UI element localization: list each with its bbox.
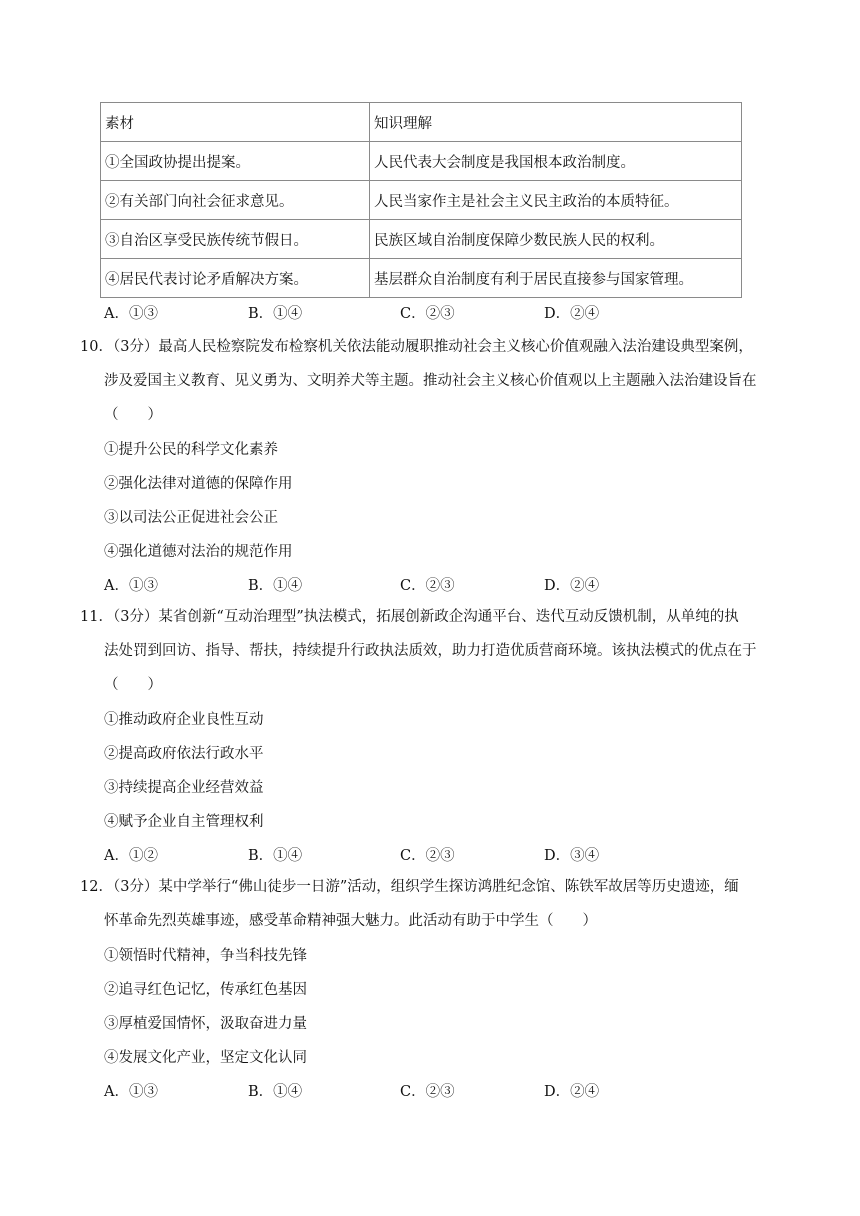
stem-line: 10．（3分）最高人民检察院发布检察机关依法能动履职推动社会主义核心价值观融入法治建设典型案例，	[80, 339, 753, 355]
table-cell: 人民当家作主是社会主义民主政治的本质特征。	[370, 181, 742, 220]
option-b[interactable]: B．①④	[248, 306, 303, 322]
table-row	[101, 181, 742, 220]
stem-line: 涉及爱国主义教育、见义勇为、文明养犬等主题。推动社会主义核心价值观以上主题融入法治建设旨在	[104, 373, 757, 389]
option-b[interactable]: B．①④	[248, 1084, 303, 1100]
table-cell: 基层群众自治制度有利于居民直接参与国家管理。	[370, 259, 742, 298]
option-a[interactable]: A．①③	[104, 306, 158, 322]
q11-item: ④赋予企业自主管理权利	[104, 814, 264, 830]
option-c[interactable]: C．②③	[400, 306, 455, 322]
option-d[interactable]: D．②④	[544, 578, 600, 594]
table-cell: 民族区域自治制度保障少数民族人民的权利。	[370, 220, 742, 259]
option-d[interactable]: D．②④	[544, 306, 600, 322]
option-d[interactable]: D．③④	[544, 848, 600, 864]
option-c[interactable]: C．②③	[400, 578, 455, 594]
stem-line: （ ）	[104, 407, 162, 423]
option-a[interactable]: A．①③	[104, 1084, 158, 1100]
q10-item: ②强化法律对道德的保障作用	[104, 476, 293, 492]
q10-item: ④强化道德对法治的规范作用	[104, 544, 293, 560]
q10-item: ③以司法公正促进社会公正	[104, 510, 278, 526]
table-cell: ①全国政协提出提案。	[101, 142, 370, 181]
table-row	[101, 259, 742, 298]
table-row	[101, 220, 742, 259]
table-cell: 人民代表大会制度是我国根本政治制度。	[370, 142, 742, 181]
stem-line: 11．（3分）某省创新“互动治理型”执法模式，拓展创新政企沟通平台、迭代互动反馈机制，从单纯的执	[80, 609, 739, 625]
question-11-stem	[80, 600, 780, 702]
question-12-stem	[80, 870, 780, 938]
stem-line: 12．（3分）某中学举行“佛山徒步一日游”活动，组织学生探访鸿胜纪念馆、陈铁军故居等历史遗迹，缅	[80, 879, 739, 895]
table-row	[101, 142, 742, 181]
q11-item: ①推动政府企业良性互动	[104, 712, 264, 728]
option-d[interactable]: D．②④	[544, 1084, 600, 1100]
q10-item: ①提升公民的科学文化素养	[104, 442, 278, 458]
stem-line: （ ）	[104, 677, 162, 693]
q12-item: ②追寻红色记忆，传承红色基因	[104, 982, 307, 998]
stem-line: 怀革命先烈英雄事迹，感受革命精神强大魅力。此活动有助于中学生（ ）	[104, 913, 597, 929]
q12-item: ④发展文化产业，坚定文化认同	[104, 1050, 307, 1066]
table-header-cell: 知识理解	[370, 103, 742, 142]
material-table	[100, 102, 742, 298]
stem-line: 法处罚到回访、指导、帮扶，持续提升行政执法质效，助力打造优质营商环境。该执法模式的优点在于	[104, 643, 757, 659]
q12-item: ③厚植爱国情怀，汲取奋进力量	[104, 1016, 307, 1032]
option-b[interactable]: B．①④	[248, 578, 303, 594]
table-cell: ④居民代表讨论矛盾解决方案。	[101, 259, 370, 298]
option-a[interactable]: A．①③	[104, 578, 158, 594]
table-header-row	[101, 103, 742, 142]
option-c[interactable]: C．②③	[400, 1084, 455, 1100]
table-header-cell: 素材	[101, 103, 370, 142]
question-10-stem	[80, 330, 780, 432]
q11-item: ②提高政府依法行政水平	[104, 746, 264, 762]
option-a[interactable]: A．①②	[104, 848, 158, 864]
option-b[interactable]: B．①④	[248, 848, 303, 864]
option-c[interactable]: C．②③	[400, 848, 455, 864]
q12-item: ①领悟时代精神，争当科技先锋	[104, 948, 307, 964]
q11-item: ③持续提高企业经营效益	[104, 780, 264, 796]
table-cell: ②有关部门向社会征求意见。	[101, 181, 370, 220]
table-cell: ③自治区享受民族传统节假日。	[101, 220, 370, 259]
